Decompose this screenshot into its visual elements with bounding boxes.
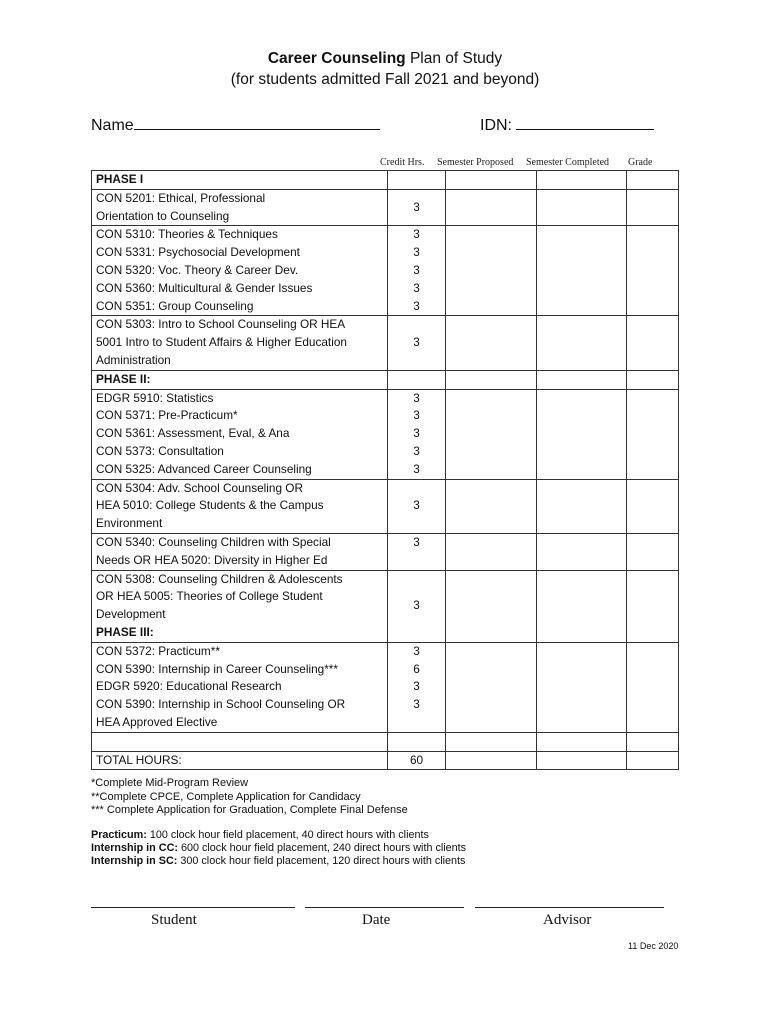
semester-completed-cell[interactable] <box>537 189 627 226</box>
semester-proposed-cell[interactable] <box>446 316 537 370</box>
document-title <box>0 50 770 68</box>
credit-cell <box>388 189 446 226</box>
title-rest: Plan of Study <box>405 50 503 67</box>
course-line: Administration <box>96 352 171 367</box>
course-line: CON 5304: Adv. School Counseling OR <box>96 480 303 495</box>
course-line: CON 5361: Assessment, Eval, & Ana <box>96 426 290 441</box>
credit-value: 3 <box>413 280 420 295</box>
credit-value <box>388 171 445 189</box>
course-cell <box>92 732 388 751</box>
semester-completed-cell[interactable] <box>537 732 627 751</box>
course-line: 5001 Intro to Student Affairs & Higher Education <box>96 335 347 350</box>
credit-value: 3 <box>413 461 420 476</box>
semester-proposed-cell[interactable] <box>446 189 537 226</box>
course-row <box>92 533 679 570</box>
course-line: CON 5320: Voc. Theory & Career Dev. <box>96 262 299 277</box>
course-line: CON 5390: Internship in Career Counseling*** <box>96 661 338 676</box>
credit-cell <box>388 642 446 732</box>
semester-completed-cell[interactable] <box>537 751 627 770</box>
course-row <box>92 370 679 389</box>
grade-cell[interactable] <box>627 316 679 370</box>
idn-field[interactable] <box>480 116 654 135</box>
course-line <box>96 733 383 751</box>
credit-value: 3 <box>413 262 420 277</box>
semester-proposed-cell[interactable] <box>446 479 537 533</box>
credit-value: 3 <box>413 245 420 260</box>
semester-completed-cell[interactable] <box>537 533 627 570</box>
grade-cell[interactable] <box>627 171 679 190</box>
course-cell <box>92 316 388 370</box>
course-line: Orientation to Counseling <box>96 208 230 223</box>
col-header-semester-completed: Semester Completed <box>526 157 610 168</box>
course-cell <box>92 642 388 732</box>
credit-value: 3 <box>413 697 420 712</box>
date-signature-line[interactable] <box>305 907 464 908</box>
credit-value: 6 <box>413 661 420 676</box>
semester-proposed-cell[interactable] <box>446 732 537 751</box>
course-line: CON 5325: Advanced Career Counseling <box>96 461 312 476</box>
semester-completed-cell[interactable] <box>537 642 627 732</box>
semester-completed-cell[interactable] <box>537 370 627 389</box>
grade-cell[interactable] <box>627 189 679 226</box>
name-label: Name <box>91 117 134 134</box>
credit-value: 3 <box>413 298 420 313</box>
credit-value: 3 <box>413 598 420 613</box>
course-row <box>92 189 679 226</box>
credit-cell <box>388 570 446 642</box>
student-label: Student <box>151 912 197 928</box>
course-cell <box>92 570 388 642</box>
phase-heading: PHASE I <box>96 172 144 186</box>
grade-cell[interactable] <box>627 370 679 389</box>
course-line: CON 5373: Consultation <box>96 443 224 458</box>
course-row <box>92 389 679 479</box>
course-line: CON 5390: Internship in School Counseling OR <box>96 697 346 712</box>
course-cell <box>92 171 388 190</box>
date-label: Date <box>362 912 391 928</box>
grade-cell[interactable] <box>627 226 679 316</box>
course-line: CON 5331: Psychosocial Development <box>96 245 300 260</box>
credit-value: 60 <box>409 752 424 767</box>
course-line: HEA 5010: College Students & the Campus <box>96 498 324 513</box>
note-2: **Complete CPCE, Complete Application for Candidacy <box>91 791 361 803</box>
course-line: Development <box>96 607 166 622</box>
course-row <box>92 479 679 533</box>
course-row <box>92 642 679 732</box>
name-field[interactable] <box>91 116 380 135</box>
col-header-credit: Credit Hrs. <box>380 157 425 168</box>
credit-cell <box>388 226 446 316</box>
course-cell <box>92 226 388 316</box>
idn-label: IDN: <box>480 117 512 134</box>
course-cell <box>92 389 388 479</box>
credit-value <box>388 714 445 732</box>
semester-completed-cell[interactable] <box>537 226 627 316</box>
credit-cell <box>388 479 446 533</box>
course-line: CON 5201: Ethical, Professional <box>96 190 266 205</box>
grade-cell[interactable] <box>627 732 679 751</box>
semester-proposed-cell[interactable] <box>446 389 537 479</box>
col-header-semester-proposed: Semester Proposed <box>437 157 514 168</box>
course-line: CON 5372: Practicum** <box>96 643 220 658</box>
grade-cell[interactable] <box>627 570 679 642</box>
semester-completed-cell[interactable] <box>537 171 627 190</box>
course-line: Environment <box>96 516 163 531</box>
course-row <box>92 570 679 642</box>
credit-value: 3 <box>413 443 420 458</box>
course-line: HEA Approved Elective <box>96 714 218 729</box>
semester-proposed-cell[interactable] <box>446 642 537 732</box>
grade-cell[interactable] <box>627 533 679 570</box>
definition-internship-cc: Internship in CC: 600 clock hour field placement, 240 direct hours with clients <box>91 842 467 854</box>
course-cell <box>92 479 388 533</box>
credit-cell <box>388 370 446 389</box>
phase-heading: PHASE II: <box>96 371 151 386</box>
phase-heading: PHASE III: <box>96 624 154 639</box>
semester-proposed-cell[interactable] <box>446 751 537 770</box>
credit-value: 3 <box>413 426 420 441</box>
grade-cell[interactable] <box>627 389 679 479</box>
credit-value: 3 <box>413 408 420 423</box>
definition-practicum: Practicum: 100 clock hour field placement, 40 direct hours with clients <box>91 829 429 841</box>
credit-value: 3 <box>413 199 420 214</box>
student-signature-line[interactable] <box>91 907 295 908</box>
course-line: Needs OR HEA 5020: Diversity in Higher Ed <box>96 552 328 567</box>
semester-completed-cell[interactable] <box>537 316 627 370</box>
credit-value: 3 <box>413 679 420 694</box>
semester-proposed-cell[interactable] <box>446 226 537 316</box>
credit-value: 3 <box>413 390 420 405</box>
semester-proposed-cell[interactable] <box>446 533 537 570</box>
credit-cell <box>388 533 446 570</box>
credit-value <box>388 733 445 751</box>
semester-proposed-cell[interactable] <box>446 171 537 190</box>
course-line: TOTAL HOURS: <box>96 752 182 767</box>
course-cell <box>92 751 388 770</box>
course-cell <box>92 533 388 570</box>
course-row <box>92 226 679 316</box>
semester-completed-cell[interactable] <box>537 389 627 479</box>
course-table <box>91 170 679 770</box>
title-bold: Career Counseling <box>267 50 406 67</box>
note-1: *Complete Mid-Program Review <box>91 777 249 789</box>
course-line: EDGR 5910: Statistics <box>96 390 214 405</box>
course-line: OR HEA 5005: Theories of College Student <box>96 589 323 604</box>
course-row <box>92 316 679 370</box>
grade-cell[interactable] <box>627 642 679 732</box>
course-row <box>92 751 679 770</box>
course-line: CON 5308: Counseling Children & Adolescents <box>96 571 343 586</box>
course-cell <box>92 370 388 389</box>
advisor-label: Advisor <box>543 912 592 928</box>
course-cell <box>92 189 388 226</box>
definition-internship-sc: Internship in SC: 300 clock hour field placement, 120 direct hours with clients <box>91 855 466 867</box>
document-date: 11 Dec 2020 <box>628 941 679 951</box>
course-line: CON 5340: Counseling Children with Special <box>96 534 331 549</box>
course-line: CON 5371: Pre-Practicum* <box>96 408 238 423</box>
credit-value: 3 <box>413 335 420 350</box>
credit-value: 3 <box>413 498 420 513</box>
credit-value: 3 <box>413 643 420 658</box>
course-row <box>92 171 679 190</box>
credit-cell <box>388 316 446 370</box>
credit-cell <box>388 171 446 190</box>
grade-cell[interactable] <box>627 479 679 533</box>
credit-value: 3 <box>413 227 420 242</box>
course-line: CON 5351: Group Counseling <box>96 298 254 313</box>
semester-proposed-cell[interactable] <box>446 570 537 642</box>
credit-value <box>388 371 445 389</box>
course-line: EDGR 5920: Educational Research <box>96 679 282 694</box>
credit-cell <box>388 389 446 479</box>
course-line: CON 5303: Intro to School Counseling OR HEA <box>96 317 346 332</box>
course-row <box>92 732 679 751</box>
definitions <box>91 829 466 868</box>
semester-completed-cell[interactable] <box>537 570 627 642</box>
col-header-grade: Grade <box>628 157 653 168</box>
credit-cell <box>388 751 446 770</box>
note-3: *** Complete Application for Graduation, Complete Final Defense <box>91 804 408 816</box>
idn-blank[interactable] <box>516 116 654 130</box>
semester-completed-cell[interactable] <box>537 479 627 533</box>
document-subtitle: (for students admitted Fall 2021 and beyond) <box>230 71 540 88</box>
course-line: CON 5360: Multicultural & Gender Issues <box>96 280 313 295</box>
course-line: CON 5310: Theories & Techniques <box>96 227 278 242</box>
credit-value: 3 <box>413 534 420 549</box>
advisor-signature-line[interactable] <box>475 907 664 908</box>
semester-proposed-cell[interactable] <box>446 370 537 389</box>
name-blank[interactable] <box>134 116 380 130</box>
grade-cell[interactable] <box>627 751 679 770</box>
credit-cell <box>388 732 446 751</box>
